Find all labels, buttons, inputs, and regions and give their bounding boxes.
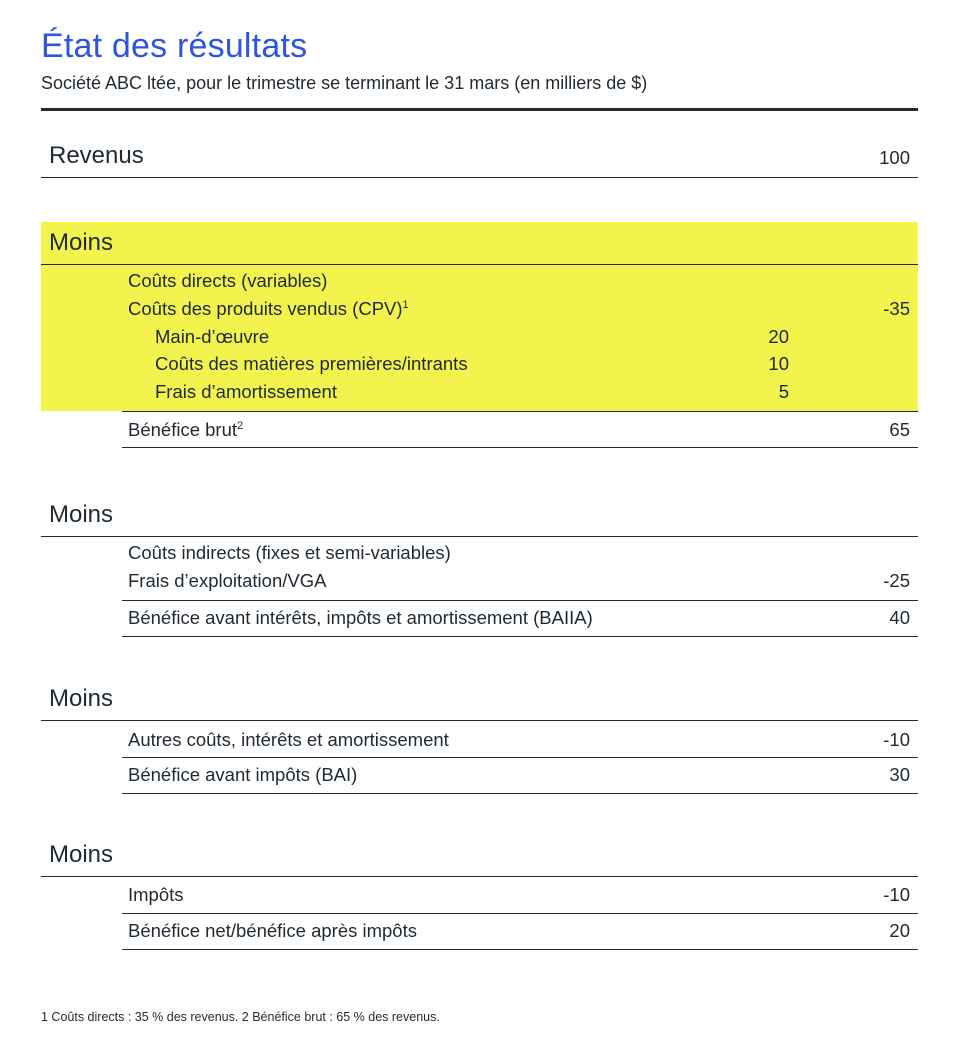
opex-label: Frais d’exploitation/VGA — [128, 570, 327, 591]
ebt-bottom-divider — [122, 793, 918, 794]
revenue-label: Revenus — [49, 142, 144, 169]
net-income-bottom-divider — [122, 949, 918, 950]
section4-heading: Moins — [49, 841, 114, 868]
cogs-row — [128, 296, 409, 322]
header-divider — [41, 108, 918, 111]
tax-value: -10 — [883, 884, 910, 905]
section1-heading: Moins — [49, 229, 114, 256]
other-costs-label: Autres coûts, intérêts et amortissement — [128, 729, 449, 750]
cogs-value: -35 — [883, 298, 910, 319]
section3-divider — [41, 720, 918, 721]
footnote: 1 Coûts directs : 35 % des revenus. 2 Bénéfice brut : 65 % des revenus. — [41, 1010, 440, 1024]
gross-profit-bottom-divider — [122, 447, 918, 448]
amortization-value: 5 — [778, 381, 789, 402]
materials-value: 10 — [768, 353, 789, 374]
gross-profit-label: Bénéfice brut — [128, 419, 238, 440]
ebt-top-divider — [122, 757, 918, 758]
page-subtitle: Société ABC ltée, pour le trimestre se terminant le 31 mars (en milliers de $) — [41, 73, 648, 93]
ebitda-label: Bénéfice avant intérêts, impôts et amortissement (BAIIA) — [128, 607, 593, 628]
tax-label: Impôts — [128, 884, 184, 905]
opex-value: -25 — [883, 570, 910, 591]
cogs-footnote-marker: 1 — [402, 298, 409, 311]
revenue-divider — [41, 177, 918, 178]
gross-profit-value: 65 — [889, 419, 910, 440]
materials-label: Coûts des matières premières/intrants — [155, 353, 468, 374]
net-income-label: Bénéfice net/bénéfice après impôts — [128, 920, 417, 941]
section2-heading: Moins — [49, 501, 114, 528]
ebt-label: Bénéfice avant impôts (BAI) — [128, 764, 358, 785]
other-costs-value: -10 — [883, 729, 910, 750]
direct-costs-label: Coûts directs (variables) — [128, 270, 328, 291]
gross-profit-row — [128, 417, 243, 443]
amortization-label: Frais d’amortissement — [155, 381, 337, 402]
ebitda-bottom-divider — [122, 636, 918, 637]
section1-heading-highlight — [41, 222, 918, 264]
section2-divider — [41, 536, 918, 537]
page-title: État des résultats — [41, 27, 308, 65]
net-income-value: 20 — [889, 920, 910, 941]
ebitda-value: 40 — [889, 607, 910, 628]
labor-value: 20 — [768, 326, 789, 347]
gross-profit-footnote-marker: 2 — [237, 419, 244, 432]
net-income-top-divider — [122, 913, 918, 914]
labor-label: Main-d’œuvre — [155, 326, 270, 347]
indirect-costs-label: Coûts indirects (fixes et semi-variables) — [128, 542, 451, 563]
cogs-label: Coûts des produits vendus (CPV) — [128, 298, 403, 319]
section4-divider — [41, 876, 918, 877]
ebt-value: 30 — [889, 764, 910, 785]
section3-heading: Moins — [49, 685, 114, 712]
ebitda-top-divider — [122, 600, 918, 601]
gross-profit-top-divider — [122, 411, 918, 412]
revenue-value: 100 — [879, 147, 910, 168]
